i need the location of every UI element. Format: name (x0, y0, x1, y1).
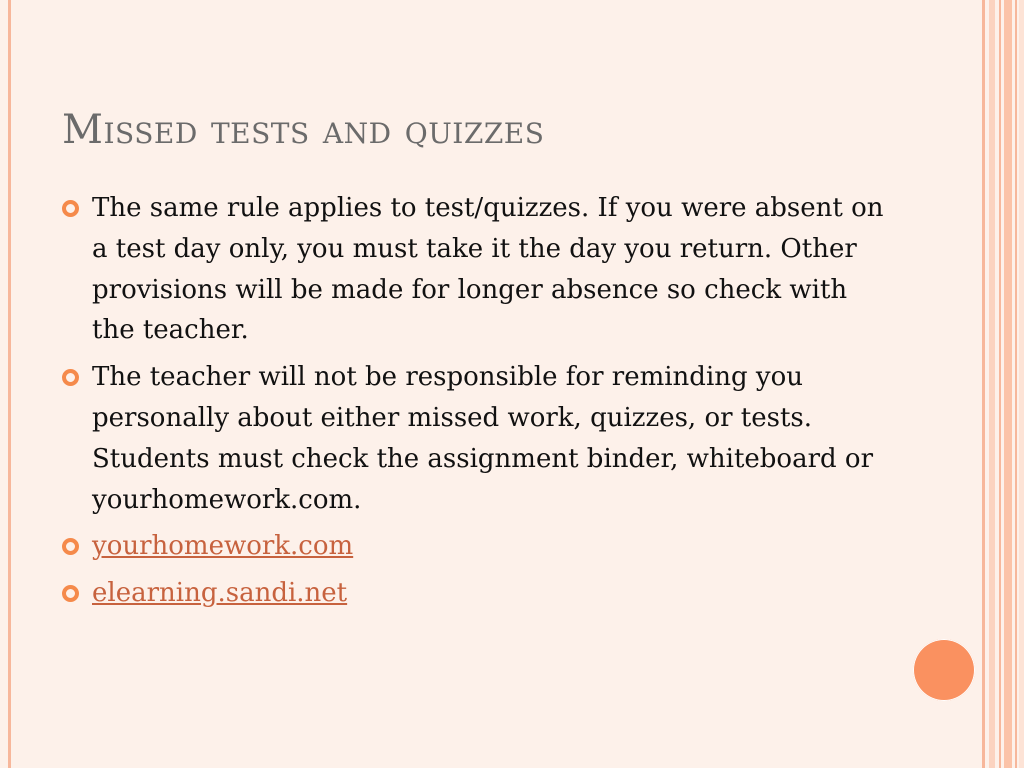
bullet-item (62, 573, 892, 614)
decorative-orange-circle (913, 639, 975, 701)
orange-ring-icon (62, 538, 79, 555)
right-stripe (989, 0, 995, 768)
elearning-link[interactable]: elearning.sandi.net (92, 578, 348, 609)
bullet-text: The same rule applies to test/quizzes. If you were absent on a test day only, you must take it the day you return. Other provisions will be made for longer absence so check with the teacher. (92, 193, 884, 346)
bullet-item (62, 357, 892, 520)
orange-ring-icon (62, 585, 79, 602)
right-stripe (1019, 0, 1024, 768)
bullet-text: The teacher will not be responsible for reminding you personally about either missed work, quizzes, or tests. Students must check the assignment binder, whiteboard or yourhomework.com. (92, 362, 874, 515)
left-frame-line (8, 0, 11, 768)
yourhomework-link[interactable]: yourhomework.com (92, 531, 354, 562)
slide-title: Missed tests and quizzes (62, 107, 545, 153)
bullet-list (62, 188, 892, 620)
bullet-item (62, 188, 892, 351)
bullet-item (62, 526, 892, 567)
right-stripe (982, 0, 985, 768)
orange-ring-icon (62, 200, 79, 217)
right-stripe (1015, 0, 1017, 768)
right-stripe (1004, 0, 1012, 768)
orange-ring-icon (62, 369, 79, 386)
right-stripe (999, 0, 1001, 768)
